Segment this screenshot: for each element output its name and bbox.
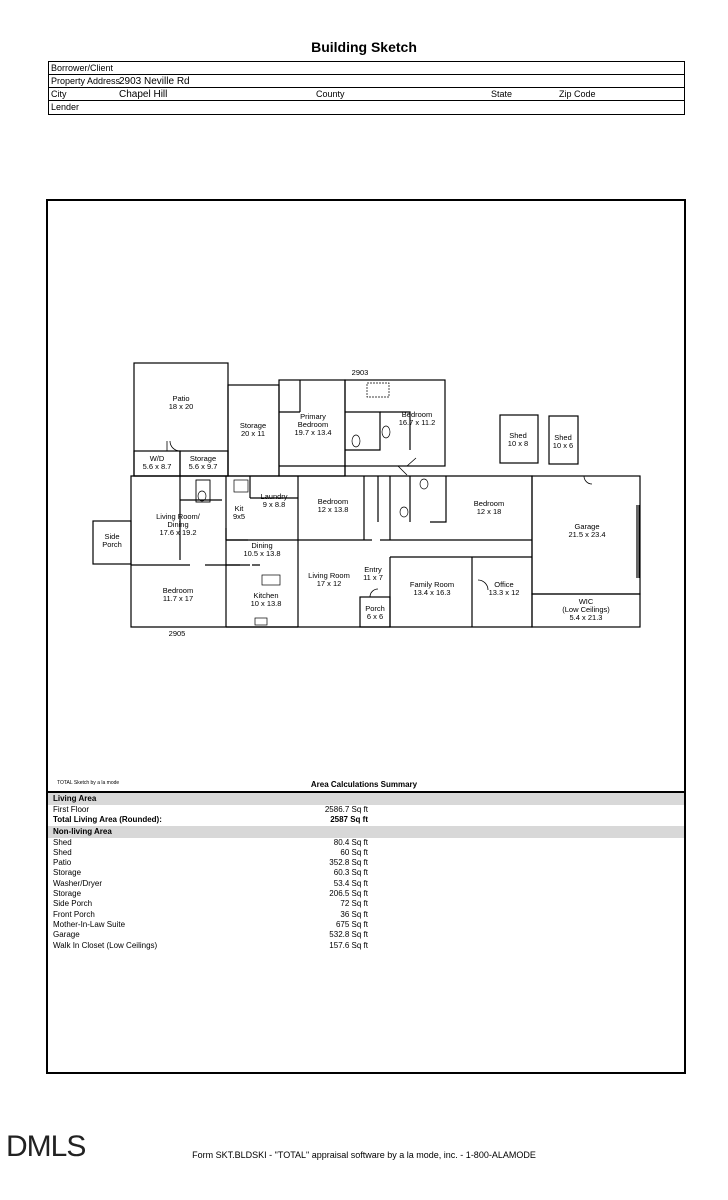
room-dims: 10 x 6 — [552, 441, 574, 450]
address-label: Property Address — [51, 76, 121, 86]
room-dims: 11.7 x 17 — [162, 594, 194, 603]
room-label: Kitchen — [253, 591, 279, 600]
area-summary-panel — [48, 791, 684, 951]
list-item: Storage 206.5 Sq ft — [53, 889, 368, 899]
room-dims: 13.4 x 16.3 — [413, 588, 451, 597]
list-item: Shed 60 Sq ft — [53, 847, 368, 857]
property-header — [48, 61, 685, 115]
room-dims: 10.5 x 13.8 — [243, 549, 281, 558]
list-item: Front Porch 36 Sq ft — [53, 909, 368, 919]
room-label: Primary — [300, 412, 326, 421]
sketch-credit: TOTAL Sketch by a la mode — [57, 780, 120, 786]
list-item: Storage 60.3 Sq ft — [53, 868, 368, 878]
mls-logo: DMLS — [6, 1130, 86, 1163]
room-label: Dining — [251, 541, 273, 550]
room-label: Living Room/ — [156, 512, 200, 521]
room-label-2: (Low Ceilings) — [562, 605, 610, 614]
borrower-row — [49, 62, 684, 75]
room-label: Living Room — [308, 571, 350, 580]
room-dims: 21.5 x 23.4 — [568, 530, 606, 539]
list-item: Garage 532.8 Sq ft — [53, 930, 368, 940]
form-footer: Form SKT.BLDSKI - "TOTAL" appraisal software by a la mode, inc. - 1-800-ALAMODE — [192, 1150, 536, 1160]
room-dims: 17 x 12 — [316, 579, 342, 588]
room-label: Kit — [234, 504, 244, 513]
room-dims: 20 x 11 — [240, 429, 266, 438]
room-dims: 6 x 6 — [366, 612, 384, 621]
room-label: WIC — [578, 597, 594, 606]
room-dims: 9 x 8.8 — [262, 500, 286, 509]
list-item: Washer/Dryer 53.4 Sq ft — [53, 878, 368, 888]
room-dims: 12 x 18 — [476, 507, 502, 516]
zip-label: Zip Code — [559, 89, 596, 99]
city-row — [49, 88, 684, 101]
page-title: Building Sketch — [311, 39, 417, 55]
state-label: State — [491, 89, 513, 99]
room-label: Storage — [239, 421, 267, 430]
room-label: Bedroom — [162, 586, 194, 595]
room-label: W/D — [149, 454, 165, 463]
room-label: Side — [104, 532, 120, 541]
room-label: Entry — [364, 565, 382, 574]
room-label: Porch — [365, 604, 385, 613]
room-dims: 10 x 8 — [507, 439, 529, 448]
room-dims: 17.6 x 19.2 — [159, 528, 197, 537]
room-dims: 9x5 — [232, 512, 246, 521]
list-item: Walk In Closet (Low Ceilings) 157.6 Sq ft — [53, 940, 368, 950]
room-label-2: Porch — [102, 540, 122, 549]
room-label: Laundry — [260, 492, 288, 501]
room-label: Bedroom — [401, 410, 433, 419]
room-dims: 5.6 x 9.7 — [188, 462, 218, 471]
room-dims: 10 x 13.8 — [250, 599, 282, 608]
area-summary-title: Area Calculations Summary — [310, 780, 418, 789]
room-label: Shed — [509, 431, 527, 440]
address-value: 2903 Neville Rd — [119, 76, 190, 87]
lender-label: Lender — [51, 102, 80, 112]
list-item: Shed 80.4 Sq ft — [53, 837, 368, 847]
room-label: Shed — [554, 433, 572, 442]
list-item: Patio 352.8 Sq ft — [53, 858, 368, 868]
house-number-bottom: 2905 — [168, 629, 186, 638]
list-item: Mother-In-Law Suite 675 Sq ft — [53, 919, 368, 929]
address-row — [49, 75, 684, 88]
room-label: Storage — [189, 454, 217, 463]
room-label: Bedroom — [473, 499, 505, 508]
living-area-header: Living Area — [48, 793, 684, 805]
city-label: City — [51, 89, 67, 99]
room-label: Garage — [574, 522, 600, 531]
city-value: Chapel Hill — [119, 89, 168, 100]
list-item: Side Porch 72 Sq ft — [53, 899, 368, 909]
room-dims: 19.7 x 13.4 — [294, 428, 332, 437]
room-dims: 16.7 x 11.2 — [398, 418, 436, 427]
room-label: Patio — [172, 394, 190, 403]
county-label: County — [316, 89, 345, 99]
room-dims: 5.4 x 21.3 — [569, 613, 603, 622]
room-label-2: Bedroom — [297, 420, 329, 429]
room-dims: 5.6 x 8.7 — [142, 462, 172, 471]
room-label: Bedroom — [317, 497, 349, 506]
room-dims: 12 x 13.8 — [317, 505, 349, 514]
room-dims: 18 x 20 — [168, 402, 194, 411]
borrower-label: Borrower/Client — [51, 63, 114, 73]
list-item: Total Living Area (Rounded): 2587 Sq ft — [53, 815, 368, 825]
lender-row — [49, 101, 684, 114]
room-label: Family Room — [409, 580, 455, 589]
room-dims: 11 x 7 — [363, 573, 383, 582]
house-number-top: 2903 — [351, 368, 369, 377]
list-item: First Floor 2586.7 Sq ft — [53, 805, 368, 814]
room-dims: 13.3 x 12 — [488, 588, 520, 597]
room-label: Office — [494, 580, 514, 589]
nonliving-area-header: Non-living Area — [48, 826, 684, 838]
room-label-2: Dining — [167, 520, 189, 529]
